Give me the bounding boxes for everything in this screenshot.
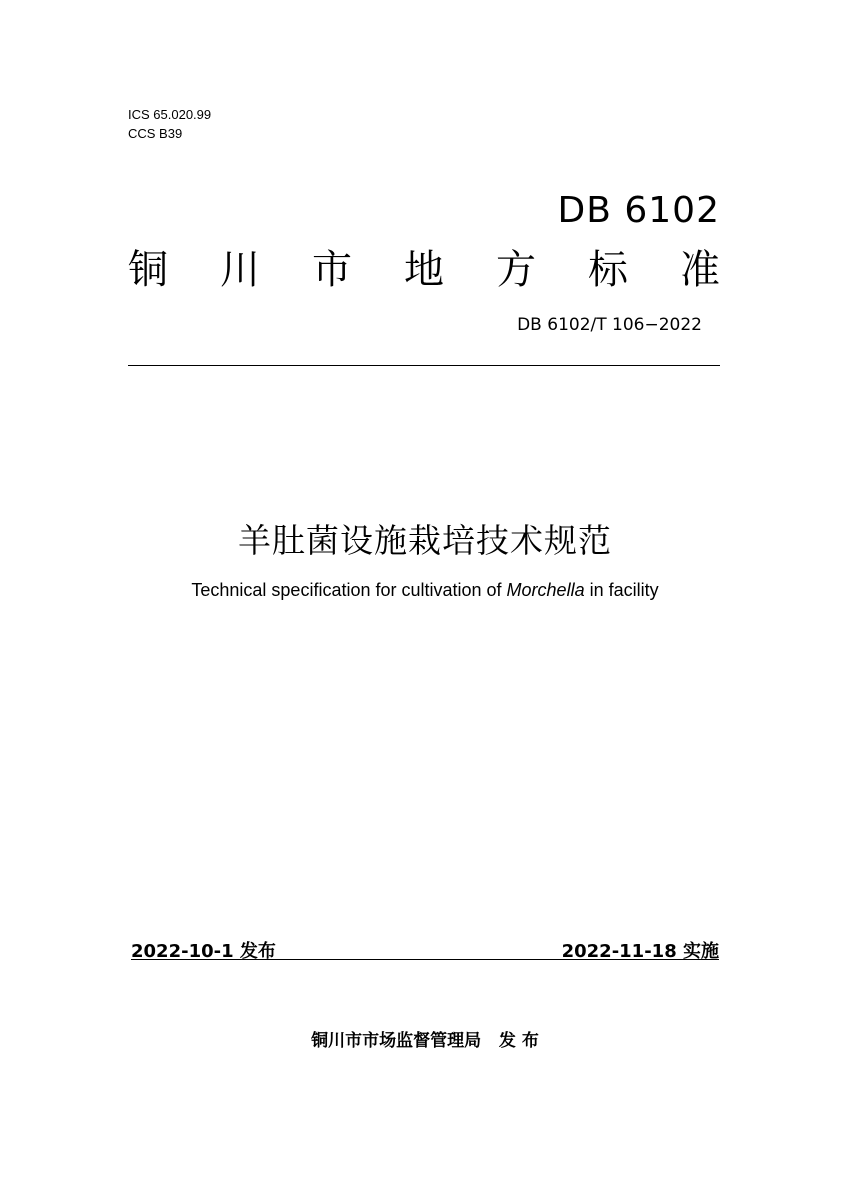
classification-codes [128, 105, 211, 143]
title-char: 标 [588, 247, 628, 293]
document-title-chinese: 羊肚菌设施栽培技术规范 [238, 521, 612, 560]
english-title-species: Morchella [506, 580, 585, 600]
standard-type-title [128, 245, 720, 295]
document-title-english [0, 580, 850, 601]
title-char: 川 [220, 247, 260, 293]
ccs-code: CCS B39 [128, 126, 183, 141]
standard-number: DB 6102/T 106−2022 [517, 315, 702, 335]
header-divider [128, 365, 720, 366]
date-divider [131, 959, 719, 960]
title-char: 市 [312, 247, 352, 293]
implementation-date: 2022-11-18 实施 [561, 941, 719, 962]
title-char: 铜 [128, 247, 168, 293]
issuing-authority: 铜川市市场监督管理局 发 布 [311, 1031, 539, 1051]
title-char: 地 [404, 247, 444, 293]
title-char: 准 [680, 247, 720, 293]
english-title-part: Technical specification for cultivation of [191, 580, 507, 600]
ics-code: ICS 65.020.99 [128, 107, 212, 122]
title-char: 方 [496, 247, 536, 293]
issue-date: 2022-10-1 发布 [131, 941, 276, 962]
standard-code: DB 6102 [557, 190, 720, 231]
english-title-part: in facility [584, 580, 659, 600]
